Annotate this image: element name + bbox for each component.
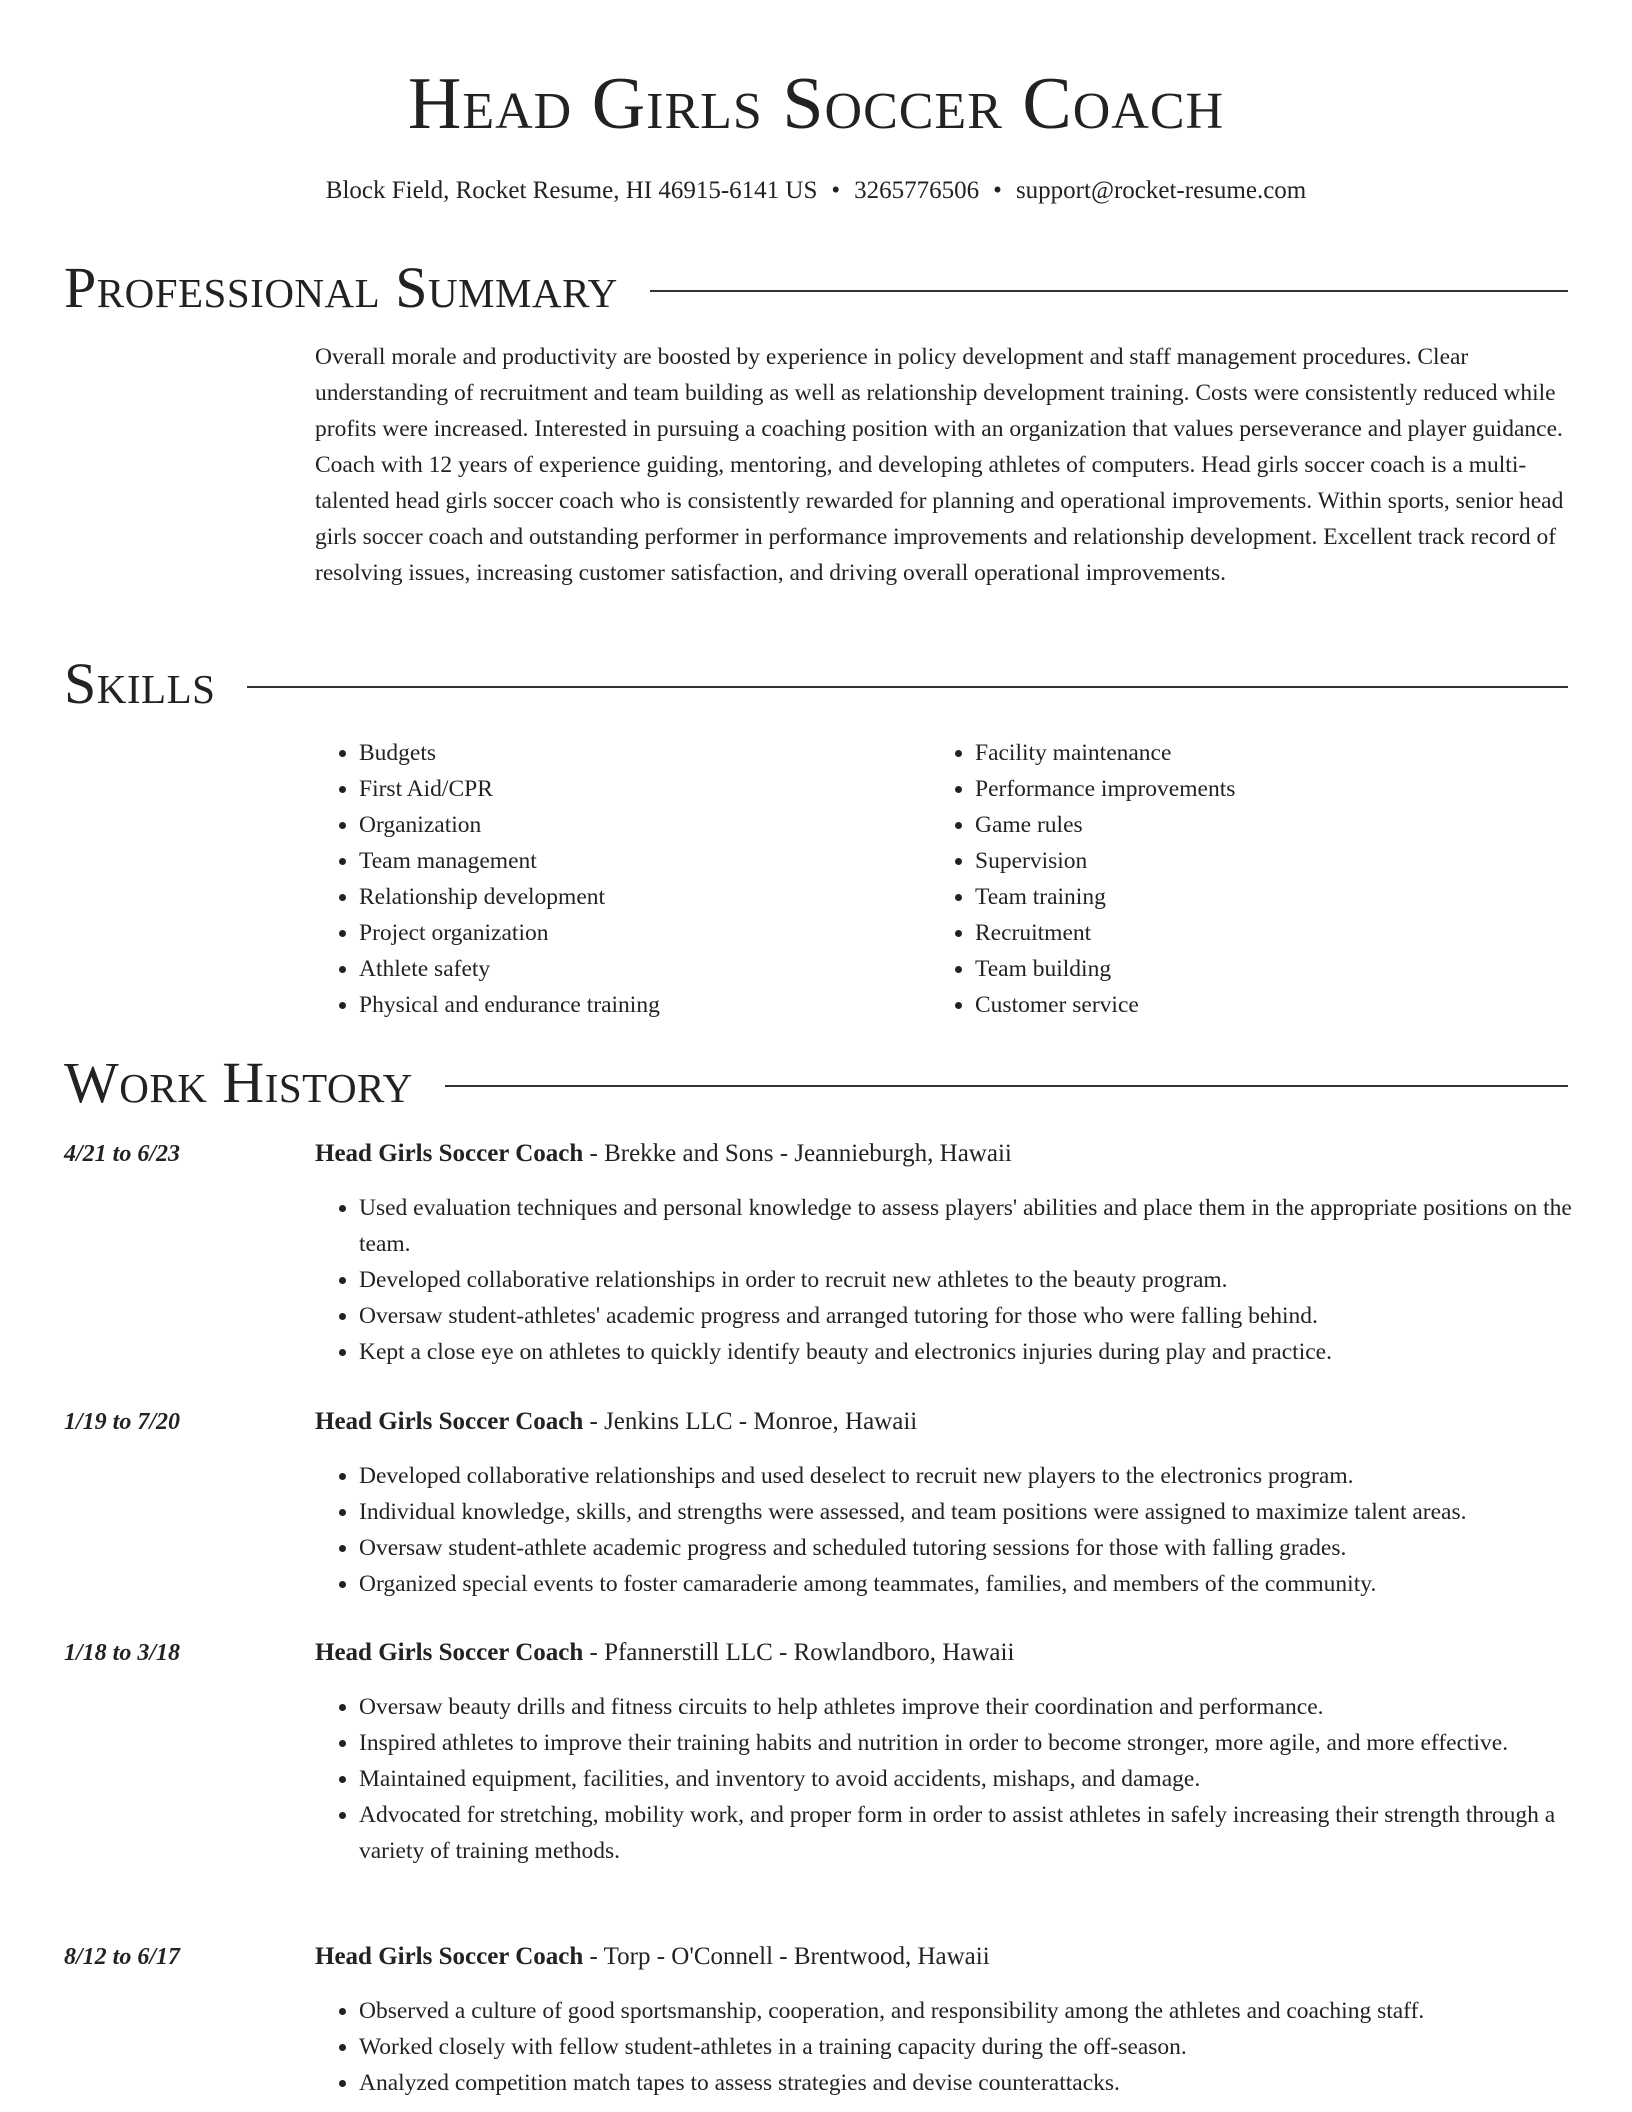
job-duties: [315, 1993, 1612, 2101]
job-duties: [315, 1458, 1612, 1602]
section-divider: [247, 686, 1568, 688]
job-duty: • Analyzed competition match tapes to assess strategies and devise counterattacks.: [359, 2065, 1612, 2101]
skill-item: • Organization: [359, 807, 931, 843]
contact-address: Block Field, Rocket Resume, HI 46915-6141 US: [325, 177, 818, 204]
skill-item: • Customer service: [975, 987, 1551, 1023]
work-section-header: [64, 1051, 1568, 1115]
job-duty: • Observed a culture of good sportsmanship, cooperation, and responsibility among the athletes and coaching staff.: [359, 1993, 1612, 2029]
job-dates: 4/21 to 6/23: [64, 1141, 181, 1167]
job-duty: • Oversaw student-athletes' academic progress and arranged tutoring for those who were falling behind.: [359, 1298, 1612, 1334]
skill-item: • Project organization: [359, 915, 931, 951]
work-heading: Work History: [64, 1050, 413, 1115]
job-role: Head Girls Soccer Coach: [315, 1140, 584, 1167]
job-role: Head Girls Soccer Coach: [315, 1943, 584, 1970]
job-duty: • Kept a close eye on athletes to quickly identify beauty and electronics injuries during play and practice.: [359, 1334, 1612, 1370]
contact-line: [0, 175, 1632, 207]
job-dates: 8/12 to 6/17: [64, 1944, 181, 1970]
summary-heading: Professional Summary: [64, 255, 618, 320]
skills-column-left: [315, 735, 931, 1023]
skills-column-right: [931, 735, 1551, 1023]
skill-item: • Team building: [975, 951, 1551, 987]
job-duty: • Inspired athletes to improve their training habits and nutrition in order to become stronger, more agile, and more effective.: [359, 1725, 1612, 1761]
job-duty: • Used evaluation techniques and personal knowledge to assess players' abilities and place them in the appropriate positions on the team.: [359, 1190, 1612, 1262]
job-title-line: [315, 1136, 1012, 1172]
section-divider: [650, 290, 1568, 292]
job-duty: • Oversaw beauty drills and fitness circuits to help athletes improve their coordination and performance.: [359, 1689, 1612, 1725]
job-duty: • Worked closely with fellow student-athletes in a training capacity during the off-season.: [359, 2029, 1612, 2065]
job-employer: - Brekke and Sons - Jeannieburgh, Hawaii: [583, 1140, 1012, 1167]
job-role: Head Girls Soccer Coach: [315, 1639, 584, 1666]
skill-item: • Athlete safety: [359, 951, 931, 987]
candidate-name: Head Girls Soccer Coach: [407, 63, 1225, 145]
job-duty: • Advocated for stretching, mobility work, and proper form in order to assist athletes in safely increasing their strength through a variety of training methods.: [359, 1797, 1612, 1869]
skill-item: • Team training: [975, 879, 1551, 915]
job-title-line: [315, 1404, 917, 1440]
contact-separator: •: [993, 177, 1002, 204]
skill-item: • Game rules: [975, 807, 1551, 843]
job-duty: • Individual knowledge, skills, and strengths were assessed, and team positions were assigned to maximize talent areas.: [359, 1494, 1612, 1530]
job-duty: • Developed collaborative relationships and used deselect to recruit new players to the electronics program.: [359, 1458, 1612, 1494]
contact-email: support@rocket-resume.com: [1015, 177, 1307, 204]
job-duty: • Oversaw student-athlete academic progress and scheduled tutoring sessions for those with falling grades.: [359, 1530, 1612, 1566]
job-employer: - Pfannerstill LLC - Rowlandboro, Hawaii: [583, 1639, 1015, 1666]
skills-section-header: [64, 652, 1568, 716]
job-employer: - Jenkins LLC - Monroe, Hawaii: [583, 1408, 918, 1435]
skill-item: • Supervision: [975, 843, 1551, 879]
summary-section-header: [64, 256, 1568, 320]
contact-phone: 3265776506: [854, 177, 980, 204]
skills-heading: Skills: [64, 651, 216, 716]
skill-item: • Facility maintenance: [975, 735, 1551, 771]
skill-item: • Relationship development: [359, 879, 931, 915]
skill-item: • First Aid/CPR: [359, 771, 931, 807]
job-employer: - Torp - O'Connell - Brentwood, Hawaii: [583, 1943, 990, 1970]
section-divider: [445, 1085, 1568, 1087]
job-duties: [315, 1190, 1612, 1370]
job-title-line: [315, 1939, 990, 1975]
skill-item: • Recruitment: [975, 915, 1551, 951]
job-title-line: [315, 1635, 1014, 1671]
skill-item: • Team management: [359, 843, 931, 879]
job-duty: • Organized special events to foster camaraderie among teammates, families, and members of the community.: [359, 1566, 1612, 1602]
skill-item: • Budgets: [359, 735, 931, 771]
job-dates: 1/18 to 3/18: [64, 1640, 181, 1666]
job-duties: [315, 1689, 1612, 1869]
contact-separator: •: [831, 177, 841, 204]
job-duty: • Developed collaborative relationships in order to recruit new athletes to the beauty program.: [359, 1262, 1612, 1298]
skills-list: [315, 735, 1570, 1023]
skill-item: • Physical and endurance training: [359, 987, 931, 1023]
job-duty: • Maintained equipment, facilities, and inventory to avoid accidents, mishaps, and damage.: [359, 1761, 1612, 1797]
skill-item: • Performance improvements: [975, 771, 1551, 807]
summary-text: Overall morale and productivity are boosted by experience in policy development and staff management procedures. Clear understanding of recruitment and team building as well as relationship development training. Costs were consistently reduced while profits were increased. Interested in pursuing a coaching position with an organization that values perseverance and player guidance. Coach with 12 years of experience guiding, mentoring, and developing athletes of computers. Head girls soccer coach is a multi-talented head girls soccer coach who is consistently rewarded for planning and operational improvements. Within sports, senior head girls soccer coach and outstanding performer in performance improvements and relationship development. Excellent track record of resolving issues, increasing customer satisfaction, and driving overall operational improvements.: [315, 344, 1564, 586]
job-dates: 1/19 to 7/20: [64, 1409, 181, 1435]
job-role: Head Girls Soccer Coach: [315, 1408, 584, 1435]
